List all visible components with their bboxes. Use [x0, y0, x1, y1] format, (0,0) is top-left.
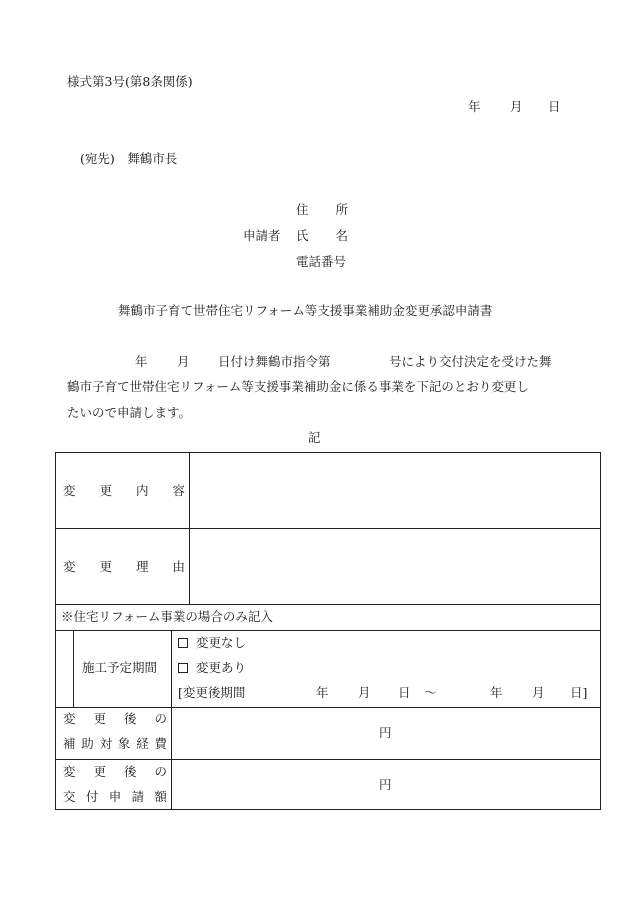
document-title: 舞鶴市子育て世帯住宅リフォーム等支援事業補助金変更承認申請書 — [118, 303, 493, 318]
option-change[interactable]: 変更あり — [178, 662, 246, 675]
after-change-open: [変更後期間 — [178, 685, 246, 700]
change-content-field[interactable] — [192, 457, 596, 525]
body-line1-end: 号により交付決定を受けた舞 — [389, 354, 552, 369]
row-divider — [56, 528, 600, 529]
date-year-label: 年 — [468, 99, 481, 114]
row-divider — [56, 707, 600, 708]
applicant-label: 申請者 — [243, 228, 281, 243]
subsidy-target-yen: 円 — [379, 725, 392, 740]
subsidy-target-label-line2: 補 助 対 象 経 費 — [63, 736, 167, 751]
after-change-day2: 日] — [570, 685, 588, 700]
grant-amount-label-line2: 交 付 申 請 額 — [63, 789, 167, 804]
indent-divider — [73, 630, 74, 707]
subsidy-target-label-line1: 変 更 後 の — [63, 711, 167, 726]
date-day-label: 日 — [548, 99, 561, 114]
address-label: 住 所 — [296, 202, 348, 217]
row-divider — [56, 759, 600, 760]
grant-amount-label-line1: 変 更 後 の — [63, 764, 167, 779]
change-content-label: 変 更 内 容 — [63, 483, 185, 498]
body-month: 月 — [177, 354, 190, 369]
addressee: (宛先) 舞鶴市長 — [80, 151, 178, 166]
option-no-change[interactable]: 変更なし — [178, 637, 246, 650]
checkbox-icon[interactable] — [178, 638, 188, 648]
after-change-month2: 月 — [532, 685, 545, 700]
body-line3: たいので申請します。 — [67, 405, 192, 420]
body-year: 年 — [135, 354, 148, 369]
after-change-tilde: ～ — [424, 685, 437, 700]
after-change-month1: 月 — [358, 685, 371, 700]
checkbox-icon[interactable] — [178, 663, 188, 673]
after-change-day1: 日 — [398, 685, 411, 700]
column-divider — [171, 707, 172, 810]
body-line1-mid: 日付け舞鶴市指令第 — [218, 354, 331, 369]
row-divider — [56, 604, 600, 605]
change-reason-field[interactable] — [192, 533, 596, 601]
row-divider — [56, 630, 600, 631]
body-line2: 鶴市子育て世帯住宅リフォーム等支援事業補助金に係る事業を下記のとおり変更し — [67, 379, 529, 394]
date-month-label: 月 — [510, 99, 523, 114]
after-change-year2: 年 — [490, 685, 503, 700]
reform-note: ※住宅リフォーム事業の場合のみ記入 — [61, 609, 273, 624]
construction-period-label: 施工予定期間 — [82, 660, 158, 675]
column-divider — [189, 453, 190, 604]
change-reason-label: 変 更 理 由 — [63, 559, 185, 574]
phone-label: 電話番号 — [296, 254, 347, 269]
form-number: 様式第3号(第8条関係) — [67, 74, 193, 89]
change-application-table — [55, 452, 601, 810]
column-divider — [171, 630, 172, 707]
ki-heading: 記 — [308, 430, 321, 445]
after-change-year1: 年 — [316, 685, 329, 700]
name-label: 氏 名 — [296, 228, 348, 243]
grant-amount-yen: 円 — [379, 777, 392, 792]
